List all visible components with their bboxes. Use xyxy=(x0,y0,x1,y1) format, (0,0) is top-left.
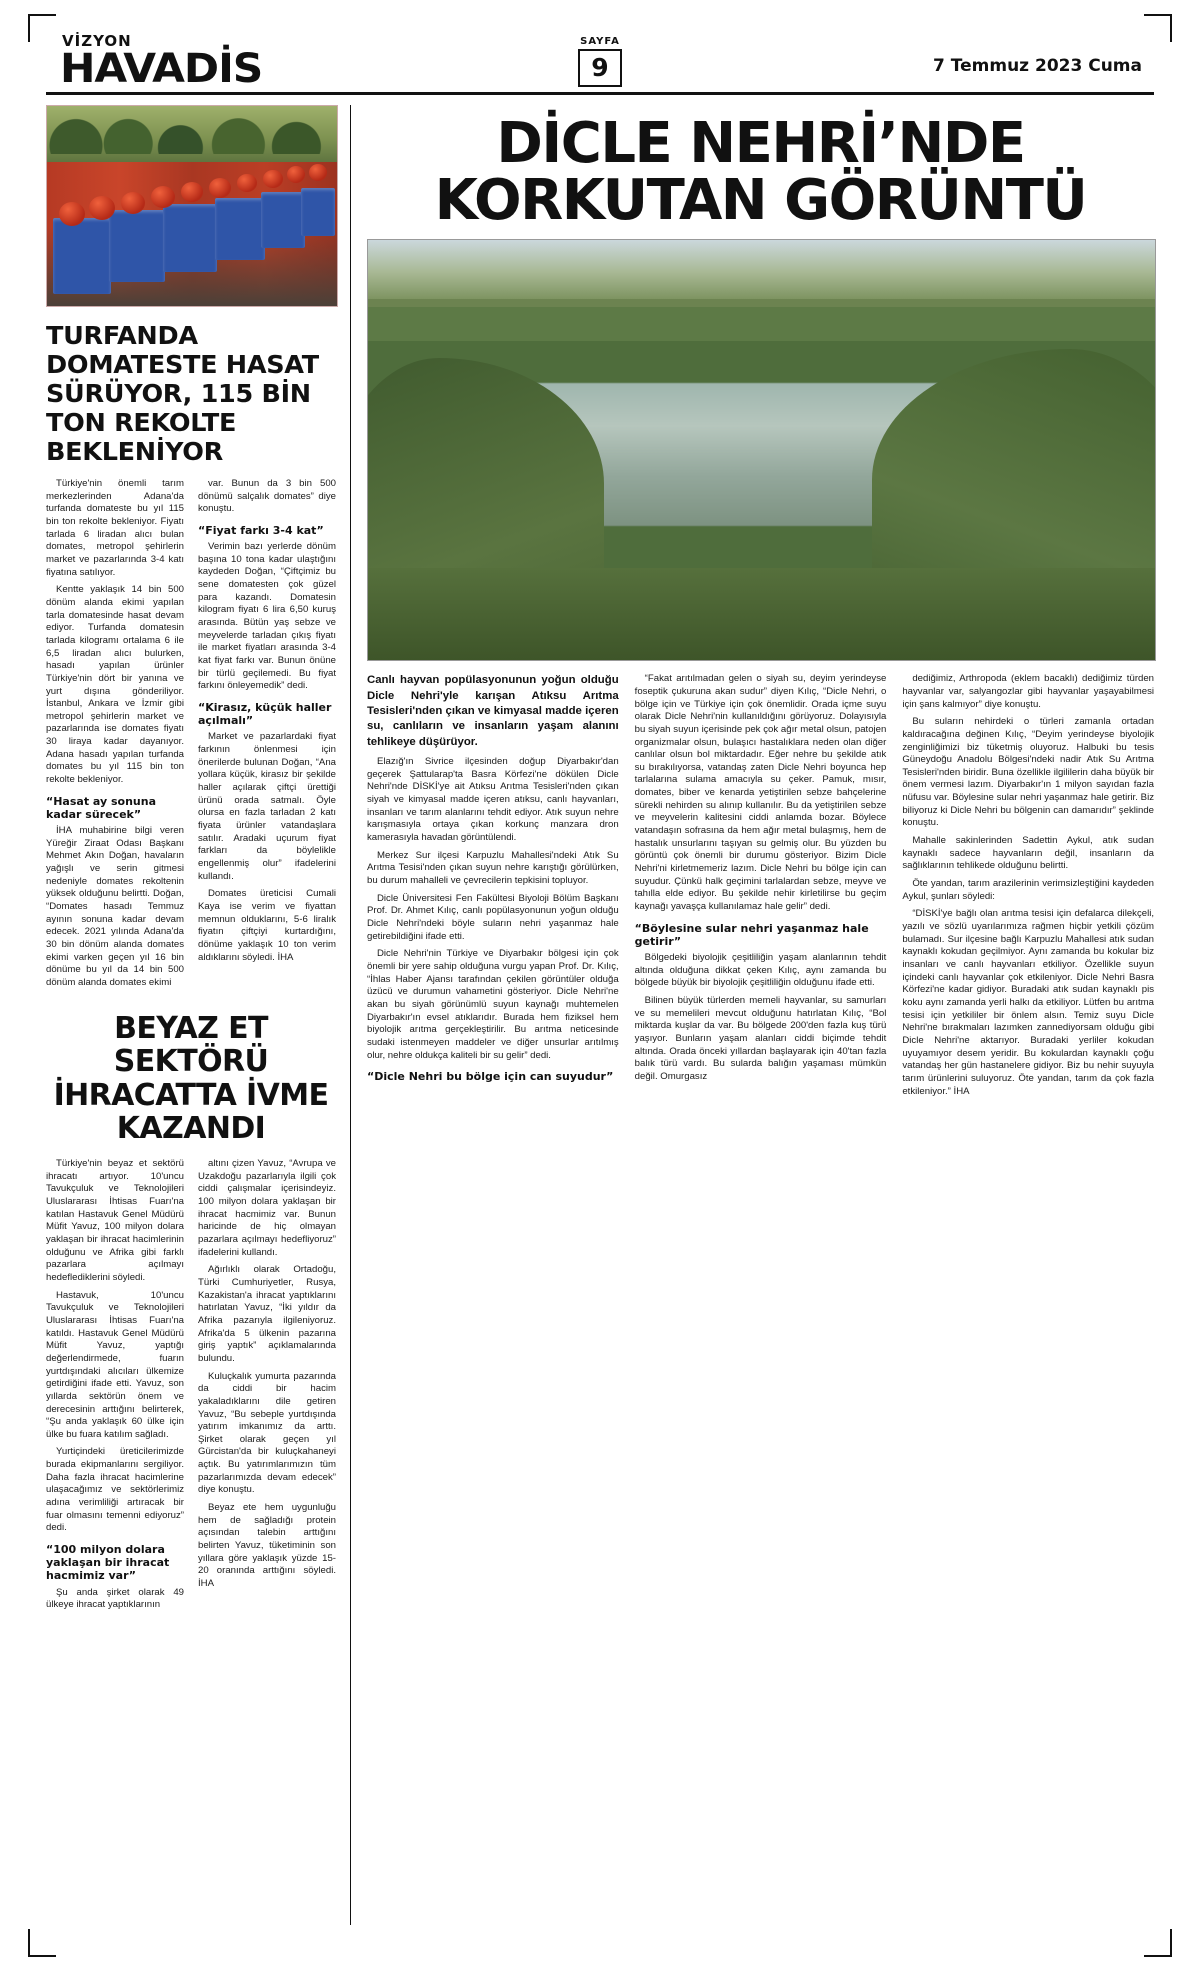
headline-dicle-line1: DİCLE NEHRİ’NDE xyxy=(496,111,1025,176)
crate xyxy=(163,204,217,272)
crate xyxy=(261,192,305,248)
paragraph: Mahalle sakinlerinden Sadettin Aykul, atık sudan kaynaklı sadece hayvanların değil, insanların da sağlıklarının tehlikede olduğunu belirtti. xyxy=(902,835,1155,872)
tomato xyxy=(263,170,283,188)
tomato xyxy=(59,202,85,226)
page-number: 9 xyxy=(578,49,622,87)
photo-foreground-vegetation xyxy=(368,568,1155,660)
subheading: “100 milyon dolara yaklaşan bir ihracat hacmimiz var” xyxy=(46,1543,170,1583)
crop-mark-bottom-right xyxy=(1144,1929,1172,1957)
subheading: “Kirasız, küçük haller açılmalı” xyxy=(198,701,332,728)
headline-dicle xyxy=(367,105,1154,235)
lead-paragraph: Canlı hayvan popülasyonunun yoğun olduğu Dicle Nehri'yle karışan Atıksu Arıtma Tesisleri'nden çıkan ve kimyasal madde içeren su, canlıların ve insanların yaşam alanını tehlikeye düşürüyor. xyxy=(367,674,619,748)
paragraph: Dicle Üniversitesi Fen Fakültesi Biyoloji Bölüm Başkanı Prof. Dr. Ahmet Kılıç, canlı popülasyonunun yoğun olduğu Dicle Nehri'ndeki böyle suların nehri yaşanmaz hale getirebildiğini ifade etti. xyxy=(367,892,619,942)
paragraph: Domates üreticisi Cumali Kaya ise verim ve fiyattan memnun olduklarını, 5-6 liralık fiyatın çiftçiyi kurtardığını, dönüme yaklaşık 10 ton verim aldıklarını söyledi. İHA xyxy=(198,888,336,963)
paragraph: “Fakat arıtılmadan gelen o siyah su, deyim yerindeyse foseptik çukuruna akan sudur” diyen Kılıç, “Dicle Nehri, o bölge için ve Türkiye için çok önemlidir. Orada içme suyu olarak Dicle Nehri'nin kullanıldığını görüyoruz. Dolayısıyla bu siyah suyun içerisinde pek çok ağır metal olsun, patojen organizmalar olsun, bulaşıcı hastalıklara neden olan diğer canlılar olsun bol miktardadır. Eğer nehre bu şekilde atık su bırakılıyorsa, vatandaş zaten Dicle Nehri boyunca hep tarlalarına sulama amacıyla su çeker. Pamuk, mısır, domates, biber ve kenarda yetiştirilen sebze bahçelerine sürekli nehirden su alınıp kullanılır. Bu da yetiştirilen sebze ve meyvelerin kalitesini ciddi anlamda bozar. Böylece vatandaşın sofrasına da hem ağır metal bulaşmış, hem de hastalık unsurlarını taşıyan su gelmiş olur. Bu yüzden bu görüntü çok önemli bir durumu gösteriyor. Bizim Dicle Nehri'ni kirletmemeriz lazım. Dicle Nehri bu bölge için can suyudur. Çünkü halk geçimini tarlalardan sebze, meyve ve tahılla elde ediyor. Bu şekilde nehir kirletilirse bu geçim kaynağı yavaşça kullanılamaz hale gelir” dedi. xyxy=(634,673,887,913)
paragraph: Kuluçkalık yumurta pazarında da ciddi bir hacim yakaladıklarını dile getiren Yavuz, “Bu sebeple yurtdışında yatırım imkanımız da arttı. Şirket olarak geçen yıl Gürcistan'da bir kuluçkahaneyi açtık. Bu yatırımlarımızın tüm pazarlarımızda devam edecek” diye konuştu. xyxy=(198,1370,336,1496)
paragraph: Bilinen büyük türlerden memeli hayvanlar, su samurları ve su memelileri mevcut olduğunu hatırlatan Kılıç, “Bol miktarda kuşlar da var. Bu bölgede 200'den fazla kuş türü yaşıyor. Bunların yaşam alanları ciddi biçimde tehdit altında. Orada önceki yıllardan başlayarak için 40'tan fazla balık türü vardı. Bu sularda balığın yaşaması mümkün değil. Omurgasız xyxy=(634,995,887,1082)
paragraph: “DİSKİ'ye bağlı olan arıtma tesisi için defalarca dilekçeli, yazılı ve sözlü uyarılarımıza rağmen hiçbir yetkili çözüm bulamadı. Sur ilçesine bağlı Karpuzlu Mahallesi atık sudan kaynaklı kokudan geçilmiyor. Aynı zamanda bu kokular biz insanları ve canlı hayvanları etkiliyor. Özellikle suyun içindeki canlı hayvanlar çok etkileniyor. Dicle Nehri Basra Körfezi'ne kadar gidiyor. Buradaki atık sudan kaynaklı pis koku aynı zamanda yerli halkı da etkiliyor. Lütfen bu arıtma tesisi için yetkililer bir önlem alsın. Temiz suyu Dicle Nehri'ne bırakmaları lazımken zannediyorsam olduğu gibi Dicle Nehri'ne aktarıyor. Buradaki yerliler kokudan uyuyamıyor desem yeridir. Bu kokulardan kaynaklı çoğu vatandaş her gün hastanelere gidiyor. Biz bu nehir suyuyla tarım ürünlerini suluyoruz. Öte yandan, tarım da çok fazla etkileniyor.” İHA xyxy=(902,908,1155,1097)
headline-dicle-line2: KORKUTAN GÖRÜNTÜ xyxy=(434,168,1087,234)
subheading: “Dicle Nehri bu bölge için can suyudur” xyxy=(367,1070,614,1084)
paragraph: Türkiye'nin önemli tarım merkezlerinden Adana'da turfanda domateste bu yıl 115 bin ton rekolte bekleniyor. Fiyatı tarlada 6 liradan alıcı bulan domates, metropol şehirlerin market ve pazarlarında 3-4 katı fiyatına satılıyor. xyxy=(46,478,184,578)
right-column xyxy=(350,105,1154,1925)
photo-trees xyxy=(47,112,337,154)
crate xyxy=(301,188,335,236)
paragraph: altını çizen Yavuz, “Avrupa ve Uzakdoğu pazarlarıyla ilgili çok ciddi çalışmalar içerisindeyiz. 100 milyon dolara yaklaşan bir ihracat hacmimiz var. Bunun haricinde de hiç olmayan pazarlara açılmayı hedefliyoruz” ifadelerini kullandı. xyxy=(198,1158,336,1258)
article-tomato-body xyxy=(46,478,336,990)
right-col-2 xyxy=(635,673,887,1103)
article-dicle-body xyxy=(367,673,1154,1103)
subheading: “Fiyat farkı 3-4 kat” xyxy=(198,523,324,537)
tomato xyxy=(181,182,203,202)
crate xyxy=(215,198,265,260)
crate xyxy=(109,210,165,282)
headline-tomato: TURFANDA DOMATESTE HASAT SÜRÜYOR, 115 BİN TON REKOLTE BEKLENİYOR xyxy=(46,321,319,466)
tomato xyxy=(237,174,257,192)
paragraph: Elazığ'ın Sivrice ilçesinden doğup Diyarbakır'dan geçerek Şattularap'ta Basra Körfezi'ne dökülen Dicle Nehri'nde DİSKİ'ye ait Atıksu Arıtma Tesisleri'nden çıkan siyah ve kimyasal madde içeren atıksu, canlı hayvanları, insanları ve tarım alanlarını tehdit ediyor. Atık suyun nehre karışmasıyla ortaya çıkan korkunç manzara dron kamerasıyla havadan görüntülendi. xyxy=(367,756,619,844)
paragraph: Merkez Sur ilçesi Karpuzlu Mahallesi'ndeki Atık Su Arıtma Tesisi'nden çıkan suyun nehre karıştığı görülürken, bu durum mahalleli ve çevrecilerin tepkisini topluyor. xyxy=(367,849,619,887)
tomato xyxy=(89,196,115,220)
paragraph: var. Bunun da 3 bin 500 dönümü salçalık domates” diye konuştu. xyxy=(198,478,336,515)
tomato xyxy=(151,186,175,208)
tomato-harvest-photo xyxy=(46,105,338,307)
tomato xyxy=(287,166,305,183)
paragraph: dediğimiz, Arthropoda (eklem bacaklı) dediğimiz türden hayvanlar var, salyangozlar gibi hayvanlar yaşayabilmesi için şans kalmıyor” diye konuştu. xyxy=(902,673,1155,710)
subheading: “Hasat ay sonuna kadar sürecek” xyxy=(46,794,157,821)
paragraph: Market ve pazarlardaki fiyat farkının önlenmesi için önerilerde bulunan Doğan, “Ana yollara küçük, kirasız bir şekilde haller açılarak çiftçi ürettiği ürünü orada satmalı. Öyle olursa en fazla tarladan 2 katı fiyata ürünler vatandaşlara satılır. Aradaki uçurum fiyat farkları da böylelikle engellenmiş olur” ifadelerini kullandı. xyxy=(198,731,336,882)
paragraph: Şu anda şirket olarak 49 ülkeye ihracat yaptıklarının xyxy=(46,1586,184,1611)
article-beyaz-et-body xyxy=(46,1158,336,1612)
paragraph: Verimin bazı yerlerde dönüm başına 10 tona kadar ulaştığını kaydeden Doğan, “Çiftçimiz bu sene domatesten çok güzel para kazandı. Domatesin kilogram fiyatı 6 lira 6,50 kuruş arasında. Bütün yaş sebze ve meyvelerde tarladan çıkış fiyatı ile market fiyatları arasında 3-4 kat fiyat farkı var. Bunun önüne bir türlü geçilemedi. Bu fiyat farkını önleyemedik” dedi. xyxy=(198,541,336,692)
paragraph: Dicle Nehri'nin Türkiye ve Diyarbakır bölgesi için çok önemli bir yere sahip olduğuna vurgu yapan Prof. Dr. Kılıç, “İhlas Haber Ajansı tarafından çekilen görüntüler olduğa üzücü ve durumun vahametini gösteriyor. Dicle Nehri'ne akan bu siyah görünümlü suyun kaynağı muhtemelen Diyarbakır'ın evsel atıklarıdır. Burada hem fiziksel hem biyolojik arıtma gerçekleştirilir. Bu arıtma neticesinde sudaki istenmeyen maddeler ve diğer unsurlar arıtılmış olur, nehre oldukça kaliteli bir su gelir” dedi. xyxy=(367,948,619,1061)
paragraph: Hastavuk, 10'uncu Tavukçuluk ve Teknolojileri Uluslararası İhtisas Fuarı'na katıldı. Hastavuk Genel Müdürü Müfit Yavuz, yaptığı değerlendirmede, fuarın yurtdışındaki alıcıları ülkemize getirdiğini ifade etti. Yavuz, son yıllarda sektörün önem ve derecesinin arttığını belirterek, “Şu anda yaklaşık 60 ülke için ülke bu fuara katılım sağladı. xyxy=(46,1289,184,1440)
newspaper-logo xyxy=(60,32,263,92)
paragraph: İHA muhabirine bilgi veren Yüreğir Ziraat Odası Başkanı Mehmet Akın Doğan, havaların yağışlı ve serin gitmesi nedeniyle domates rekoltenin yüksek olduğunu belirtti. Doğan, “Domates hasadı Temmuz ayının sonuna kadar devam edecek. 2021 yılında Adana'da 30 bin dönüm alanda domates ekimi varken geçen yıl 16 bin dönüme bu yıl da 14 bin 500 dönüm alanda domates ekimi xyxy=(46,825,184,988)
tomato xyxy=(209,178,231,198)
photo-hills xyxy=(368,240,1155,299)
right-col-1 xyxy=(367,673,619,1103)
dicle-river-photo xyxy=(367,239,1156,661)
paragraph: Öte yandan, tarım arazilerinin verimsizleştiğini kaydeden Aykul, şunları söyledi: xyxy=(902,878,1155,902)
crate xyxy=(53,218,111,294)
logo-havadis-text: HAVADİS xyxy=(60,46,263,92)
paragraph: Beyaz ete hem uygunluğu hem de sağladığı protein açısından talebin arttığını belirten Yavuz, tüketiminin son yıllara göre yaklaşık yüzde 15-20 oranında arttığını söyledi. İHA xyxy=(198,1502,336,1590)
paragraph: Kentte yaklaşık 14 bin 500 dönüm alanda ekimi yapılan tarla domatesinde hasat devam ediyor. Turfanda domatesin tarlada kilogramı ortalama 6 ile 6,5 liradan alıcı bulurken, hasadı yapılan ürünler Türkiye'nin dört bir yanına ve yurt dışına gönderiliyor. İstanbul, Ankara ve İzmir gibi metropol şehirlerin market ve pazarlarında ise domates fiyatı 30 liraya kadar dayanıyor. Adana hasadı yapılan turfanda domates bu yıl 115 bin ton rekolte bekleniyor. xyxy=(46,584,184,786)
page-content xyxy=(46,105,1154,1925)
tomato xyxy=(309,164,327,181)
tomato xyxy=(121,192,145,214)
subheading: “Böylesine sular nehri yaşanmaz hale getirir” xyxy=(634,921,869,948)
crop-mark-bottom-left xyxy=(28,1929,56,1957)
issue-date: 7 Temmuz 2023 Cuma xyxy=(933,56,1142,76)
paragraph: Ağırlıklı olarak Ortadoğu, Türki Cumhuriyetler, Rusya, Kazakistan'a ihracat yaptıklarını hatırlatan Yavuz, “İki yıldır da Afrika pazarıyla ilgileniyoruz. Afrika'da 5 ülkenin pazarına giriş yaptık” açıklamalarında bulundu. xyxy=(198,1264,336,1364)
paragraph: Yurtiçindeki üreticilerimizde burada ekipmanlarını sergiliyor. Daha fazla ihracat hacimlerine ulaşacağımız ve sektörlerimiz adına verimliliği artıracak bir fuar olmasını temenni ediyoruz” dedi. xyxy=(46,1446,184,1534)
masthead xyxy=(46,34,1154,95)
headline-beyaz-et: BEYAZ ET SEKTÖRÜ İHRACATTA İVME KAZANDI xyxy=(53,1010,329,1147)
paragraph: Bu suların nehirdeki o türleri zamanla ortadan kaldıracağına değinen Kılıç, “Deyim yerindeyse biyolojik zenginliğimizi biz tüketmiş oluyoruz. Halbuki bu tesis Güneydoğu Anadolu Bölgesi'ndeki nadir Atık Su Arıtma Tesisleri'nden biridir. Buna özellikle ilgililerin daha büyük bir önem vermesi lazım. Diyarbakır'ın 1 milyon sayıdan fazla nüfusu var. Böylesine sular nehri yaşanmaz hale getirir. Biz biliyoruz ki Dicle Nehri bu bölgenin can damarıdır” şeklinde konuştu. xyxy=(902,716,1155,829)
page-number-block xyxy=(560,36,640,87)
left-column xyxy=(46,105,336,1925)
paragraph: Türkiye'nin beyaz et sektörü ihracatı artıyor. 10'uncu Tavukçuluk ve Teknolojileri Uluslararası İhtisas Fuarı'na katılan Hastavuk Genel Müdürü Müfit Yavuz, 100 milyon dolara yaklaşan bir ihracat hacimlerinin olduğunu ve Afrika gibi farklı pazarlara açılmayı hedeflediklerini söyledi. xyxy=(46,1158,184,1283)
right-col-3 xyxy=(902,673,1154,1103)
logo-vizyon-text: VİZYON xyxy=(62,32,132,50)
page-label: SAYFA xyxy=(580,36,620,47)
paragraph: Bölgedeki biyolojik çeşitliliğin yaşam alanlarının tehdit altında olduğuna dikkat çeken Kılıç, aynı zamanda bu bölgede büyük bir biyolojik çeşitliliğin olduğunu ifade etti. xyxy=(634,952,887,989)
